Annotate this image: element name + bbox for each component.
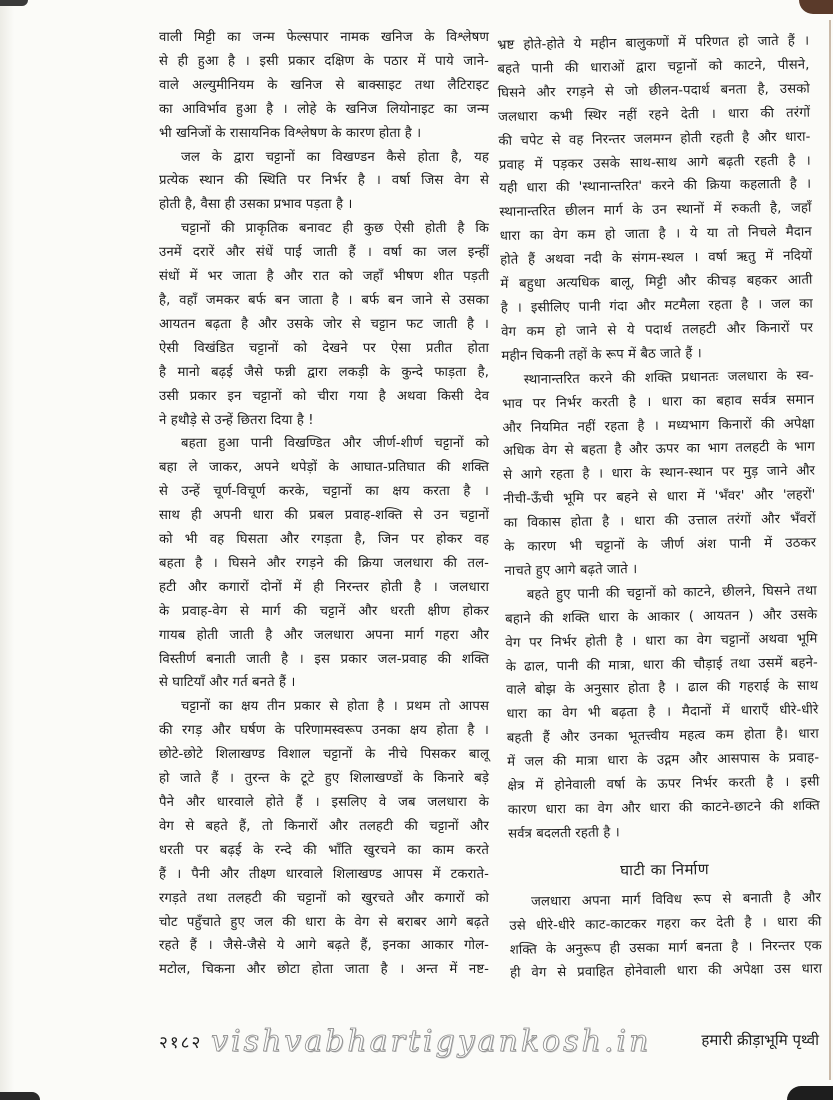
text-line: गायब होती जाती है और जलधारा अपना मार्ग गहरा और [159, 627, 489, 643]
right-text-column [497, 30, 822, 987]
text-line: के ढाल, पानी की मात्रा, धारा की चौड़ाई तथा उसमें बहने- [505, 655, 818, 675]
text-line: से घाटियाँ और गर्त बनते हैं । [159, 675, 296, 691]
text-line: आयतन बढ़ता है और उसके जोर से चट्टान फट जाती है । [159, 316, 489, 332]
text-line: कारण धारा का वेग और धारा की काटने-छाटने की शक्ति [507, 798, 820, 818]
left-text-column [159, 26, 489, 982]
text-line: में जल की मात्रा धारा के उद्गम और आसपास के प्रवाह- [507, 750, 820, 771]
text-line: वेग पर निर्भर होती है । धारा का वेग चट्टानों अथवा भूमि [505, 631, 818, 651]
scan-corner-bottom-right [787, 1086, 833, 1100]
text-line: उसे धीरे-धीरे काट-काटकर गहरा कर देती है । धारा की [509, 914, 822, 934]
text-line: बहा ले जाकर, अपने थपेड़ों के आघात-प्रतिघात की शक्ति [159, 460, 489, 476]
text-line: स्थानान्तरित करने की शक्ति प्रधानतः जलधारा के स्व- [523, 368, 814, 388]
text-line: बहते हुए पानी की चट्टानों को काटने, छीलने, घिसने तथा [526, 583, 817, 603]
text-line: है, वहाँ जमकर बर्फ बन जाता है । बर्फ बन जाने से उसका [159, 292, 489, 308]
text-line: बहता हुआ पानी विखण्डित और जीर्ण-शीर्ण चट्टानों को [181, 436, 489, 452]
text-line: छोटे-छोटे शिलाखण्ड विशाल चट्टानों के नीचे पिसकर बालू [159, 747, 489, 763]
text-line: के प्रवाह-वेग से मार्ग की चट्टानें और धरती क्षीण होकर [159, 603, 489, 619]
text-line: का आविर्भाव हुआ है । लोहे के खनिज लियोनाइट का जन्म [159, 101, 489, 117]
text-line: की रगड़ और घर्षण के परिणामस्वरूप उनका क्षय होता है । [159, 723, 489, 739]
text-line: साथ ही अपनी धारा की प्रबल प्रवाह-शक्ति से उन चट्टानों [159, 508, 489, 524]
text-line: के कारण भी चट्टानों के जीर्ण अंश पानी में उठकर [504, 535, 817, 555]
text-line: वेग कम हो जाने से ये पदार्थ तलहटी और किनारों पर [501, 320, 814, 340]
scan-corner-bottom-left [0, 1092, 40, 1100]
text-line: वेग से बहते हैं, तो किनारों और तलहटी की चट्टानों और [159, 818, 489, 834]
text-line: सर्वत्र बदलती रहती है । [508, 825, 620, 842]
text-line: बहते पानी की धाराओं द्वारा चट्टानों को काटने, पीसने, [497, 57, 810, 77]
text-line: बहाने की शक्ति धारा के आकार ( आयतन ) और उसके [505, 607, 818, 627]
text-line: रहते हैं । जैसे-जैसे ये आगे बढ़ते हैं, इनका आकार गोल- [159, 938, 489, 954]
text-line: चट्टानों का क्षय तीन प्रकार से होता है । प्रथम तो आपस [181, 699, 489, 715]
running-title: हमारी क्रीड़ाभूमि पृथ्वी [701, 1031, 819, 1049]
text-line: में बहुधा अत्यधिक बालू, मिट्टी और कीचड़ बहकर आती [500, 272, 813, 293]
text-line: नाचते हुए आगे बढ़ते जाते । [504, 562, 638, 579]
text-line: उसी प्रकार इन चट्टानों को चीरा गया है अथवा किसी देव [159, 388, 489, 404]
text-line: महीन चिकनी तहों के रूप में बैठ जाते हैं । [501, 345, 702, 364]
text-line: भी खनिजों के रासायनिक विश्लेषण के कारण होता है । [159, 125, 422, 141]
text-line: और नियमित नहीं रहता है । मध्यभाग किनारों की अपेक्षा [502, 416, 815, 436]
text-line: बहता है । घिसने और रगड़ने की क्रिया जलधारा की तल- [159, 555, 489, 571]
text-line: ऐसी विखंडित चट्टानों को देखने पर ऐसा प्रतीत होता [159, 340, 489, 356]
text-line: जलधारा कभी स्थिर नहीं रहने देती । धारा की तरंगों [498, 105, 811, 125]
text-line: वाले बोझ के अनुसार होता है । ढाल की गहराई के साथ [506, 679, 819, 699]
text-line: भाव पर निर्भर करती है । धारा का बहाव सर्वत्र समान [502, 392, 815, 412]
right-column-body-before-heading [497, 30, 820, 847]
text-line: स्थानान्तरित छीलन मार्ग के उन स्थानों में रुकती है, जहाँ [499, 200, 812, 221]
text-line: जल के द्वारा चट्टानों का विखण्डन कैसे होता है, यह [181, 149, 489, 165]
text-line: मटोल, चिकना और छोटा होता जाता है । अन्त में नष्ट- [159, 962, 489, 978]
text-line: धारा का वेग भी बढ़ता है । मैदानों में धाराएँ धीरे-धीरे [506, 702, 819, 723]
text-line: उनमें दरारें और संधें पाई जाती हैं । वर्षा का जल इन्हीं [159, 245, 489, 261]
text-line: होते हैं अथवा नदी के संगम-स्थल । वर्षा ऋतु में नदियों [500, 248, 813, 269]
text-line: से उन्हें चूर्ण-विचूर्ण करके, चट्टानों का क्षय करता है । [159, 484, 489, 500]
text-line: वाले अल्युमीनियम के खनिज से बाक्साइट तथा लैटिराइट [159, 77, 489, 93]
watermark-text: vishvabhartigyankosh.in [211, 1024, 652, 1059]
text-line: पैने और धारवाले होते हैं । इसलिए वे जब जलधारा के [159, 795, 489, 810]
text-line: घिसने और रगड़ने से जो छीलन-पदार्थ बनता है, उसको [497, 81, 810, 101]
text-line: की चपेट से वह निरन्तर जलमग्न होती रहती है और धारा- [498, 129, 811, 149]
page-footer [159, 1024, 819, 1060]
text-line: होती है, वैसा ही उसका प्रभाव पड़ता है । [159, 197, 353, 213]
text-line: ही वेग से प्रवाहित होनेवाली धारा की अपेक्षा उस धारा [510, 961, 823, 982]
page-number: २१८२ [159, 1033, 203, 1053]
text-line: रगड़ते तथा तलहटी की चट्टानों को खुरचते और कगारों को [159, 890, 489, 906]
text-line: वाली मिट्टी का जन्म फेल्सपार नामक खनिज के विश्लेषण [159, 30, 489, 45]
text-line: हो जाते हैं । तुरन्त के टूटे हुए शिलाखण्डों के किनारे बड़े [159, 771, 489, 787]
text-line: हैं । पैनी और तीक्ष्ण धारवाले शिलाखण्ड आपस में टकराते- [159, 866, 489, 882]
text-line: बहती हैं और उनका भूतत्त्वीय महत्व कम होता है। धारा [506, 726, 819, 747]
text-line: प्रवाह में पड़कर उसके साथ-साथ आगे बढ़ती रहती है । [498, 153, 811, 173]
text-line: शक्ति के अनुरूप ही उसका मार्ग बनता है । निरन्तर एक [509, 938, 822, 958]
text-line: भ्रष्ट होते-होते ये महीन बालुकणों में परिणत हो जाते हैं । [497, 33, 810, 53]
text-line: धरती पर बढ़ई के रन्दे की भाँति खुरचने का काम करते [159, 842, 489, 858]
text-line: से ही हुआ है । इसी प्रकार दक्षिण के पठार में पाये जाने- [159, 53, 489, 69]
text-line: से आगे रहता है । धारा के स्थान-स्थान पर मुड़ जाने और [503, 463, 816, 484]
text-line: यही धारा की 'स्थानान्तरित' करने की क्रिया कहलाती है । [499, 177, 812, 197]
text-line: धारा का वेग कम हो जाता है । ये या तो निचले मैदान [499, 224, 812, 245]
text-line: विस्तीर्ण बनाती जाती है । इस प्रकार जल-प्रवाह की शक्ति [159, 651, 489, 667]
text-line: अधिक वेग से बहता है और ऊपर का भाग तलहटी के भाग [502, 440, 815, 460]
text-line: संधों में भर जाता है और रात को जहाँ भीषण शीत पड़ती [159, 269, 489, 285]
text-line: हटी और कगारों दोनों में ही निरन्तर होती है । जलधारा [159, 579, 489, 595]
text-line: का विकास होता है । धारा की उत्ताल तरंगों और भँवरों [503, 511, 816, 532]
text-line: चोट पहुँचाते हुए जल की धारा के वेग से बराबर आगे बढ़ते [159, 914, 489, 930]
text-line: प्रत्येक स्थान की स्थिति पर निर्भर है । वर्षा जिस वेग से [159, 173, 489, 189]
scan-corner-top-right [799, 0, 833, 14]
page-right-edge-binding [829, 20, 831, 1080]
text-line: को भी वह घिसता और रगड़ता है, जिन पर होकर वह [159, 532, 489, 548]
right-column-body-after-heading [509, 886, 822, 986]
text-line: जलधारा अपना मार्ग विविध रूप से बनाती है और [531, 890, 822, 910]
text-line: ने हथौड़े से उन्हें छितरा दिया है ! [159, 412, 314, 428]
section-heading: घाटी का निर्माण [620, 859, 710, 880]
text-line: नीची-ऊँची भूमि पर बहने से धारा में 'भँवर' और 'लहरों' [503, 487, 816, 508]
text-line: क्षेत्र में होनेवाली वर्षा के ऊपर निर्भर करती है । इसी [507, 774, 820, 795]
page-left-edge-shadow [0, 0, 14, 1100]
scan-corner-top-left [0, 0, 28, 6]
text-line: है । इसीलिए पानी गंदा और मटमैला रहता है । जल का [500, 296, 813, 316]
text-line: है मानो बढ़ई जैसे फन्नी द्वारा लकड़ी के कुन्दे फाड़ता है, [159, 364, 489, 380]
text-line: चट्टानों की प्राकृतिक बनावट ही कुछ ऐसी होती है कि [181, 221, 489, 237]
